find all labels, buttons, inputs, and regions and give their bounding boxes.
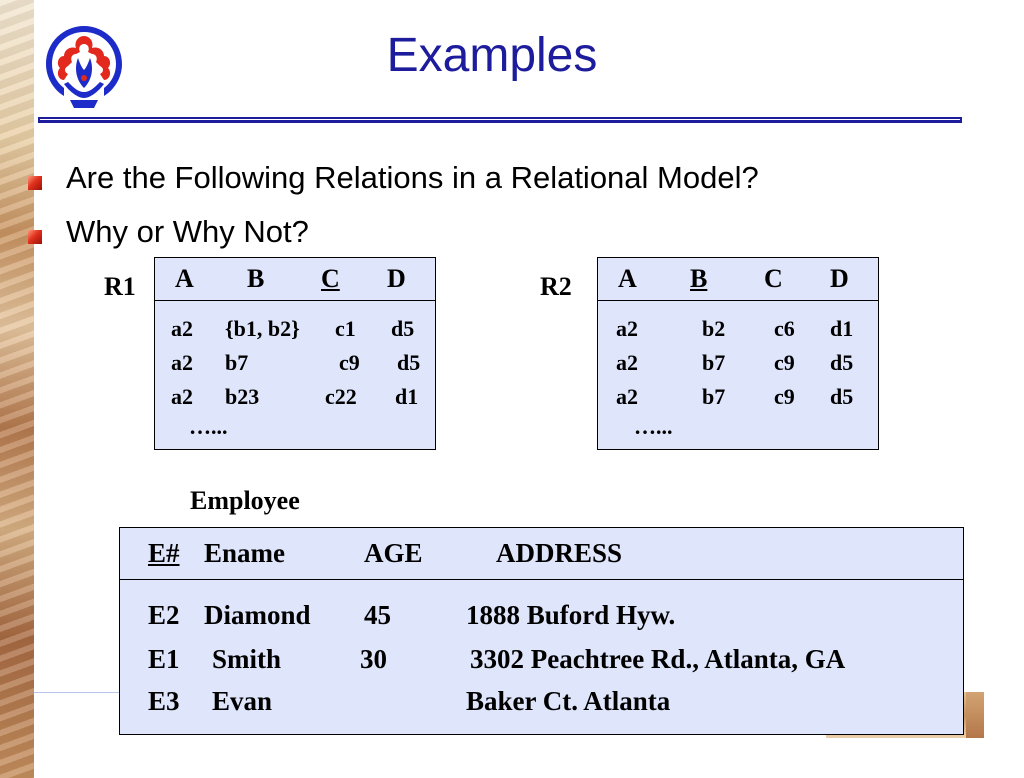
employee-header-row [120,528,963,580]
table-cell: E2 [148,600,180,630]
employee-table [119,527,964,735]
table-cell: Evan [212,686,273,716]
employee-label: Employee [190,486,300,515]
r1-header-row [155,258,435,301]
table-cell: 1888 Buford Hyw. [466,600,676,630]
bullet-text-2: Why or Why Not? [66,214,309,249]
r1-header-d: D [387,264,406,293]
square-bullet-icon [28,176,42,190]
table-cell: b7 [702,384,726,409]
table-cell: Smith [212,644,282,674]
table-cell: a2 [616,316,638,341]
table-cell: d1 [830,316,854,341]
r1-label: R1 [104,272,136,301]
table-cell: b7 [702,350,726,375]
table-cell: a2 [171,384,193,409]
r2-ellipsis: …... [634,414,673,439]
table-cell: c9 [774,384,795,409]
table-cell: c1 [335,316,356,341]
square-bullet-icon [28,230,42,244]
table-cell: E3 [148,686,180,716]
table-cell: b2 [702,316,726,341]
table-cell: c9 [339,350,360,375]
r2-header-c: C [764,264,783,293]
table-cell: a2 [616,350,638,375]
r2-header-row [598,258,878,301]
table-cell: d1 [395,384,419,409]
employee-header-address: ADDRESS [496,538,623,568]
table-cell: b7 [225,350,249,375]
table-cell: Diamond [204,600,311,630]
table-cell: 3302 Peachtree Rd., Atlanta, GA [470,644,846,674]
slide-title-text: Examples [386,29,598,82]
r2-header-b-key: B [690,264,708,293]
employee-header-eno-key: E# [148,538,180,568]
table-cell: d5 [830,384,854,409]
r2-header-a: A [618,264,637,293]
r1-ellipsis: …... [189,414,228,439]
table-cell: c9 [774,350,795,375]
bullet-text-1: Are the Following Relations in a Relational Model? [66,160,759,195]
title-underline [38,117,962,123]
r1-header-b: B [247,264,265,293]
slide-title [0,28,1024,83]
table-cell: c6 [774,316,795,341]
table-cell: b23 [225,384,260,409]
r1-header-c-key: C [321,264,340,293]
r2-table [597,257,879,450]
table-cell: a2 [171,316,193,341]
table-cell: E1 [148,644,180,674]
r2-label: R2 [540,272,572,301]
table-cell: d5 [830,350,854,375]
employee-header-ename: Ename [204,538,285,568]
employee-header-age: AGE [364,538,423,568]
table-cell: {b1, b2} [225,316,300,341]
table-cell: 30 [360,644,387,674]
r1-table [154,257,436,450]
table-cell: a2 [171,350,193,375]
r1-header-a: A [175,264,194,293]
table-cell: c22 [325,384,357,409]
table-cell: d5 [397,350,421,375]
corner-decoration-edge [966,692,984,738]
table-cell: 45 [364,600,391,630]
r2-header-d: D [830,264,849,293]
table-cell: d5 [391,316,415,341]
table-cell: a2 [616,384,638,409]
table-cell: Baker Ct. Atlanta [466,686,671,716]
background-strip [0,0,34,778]
